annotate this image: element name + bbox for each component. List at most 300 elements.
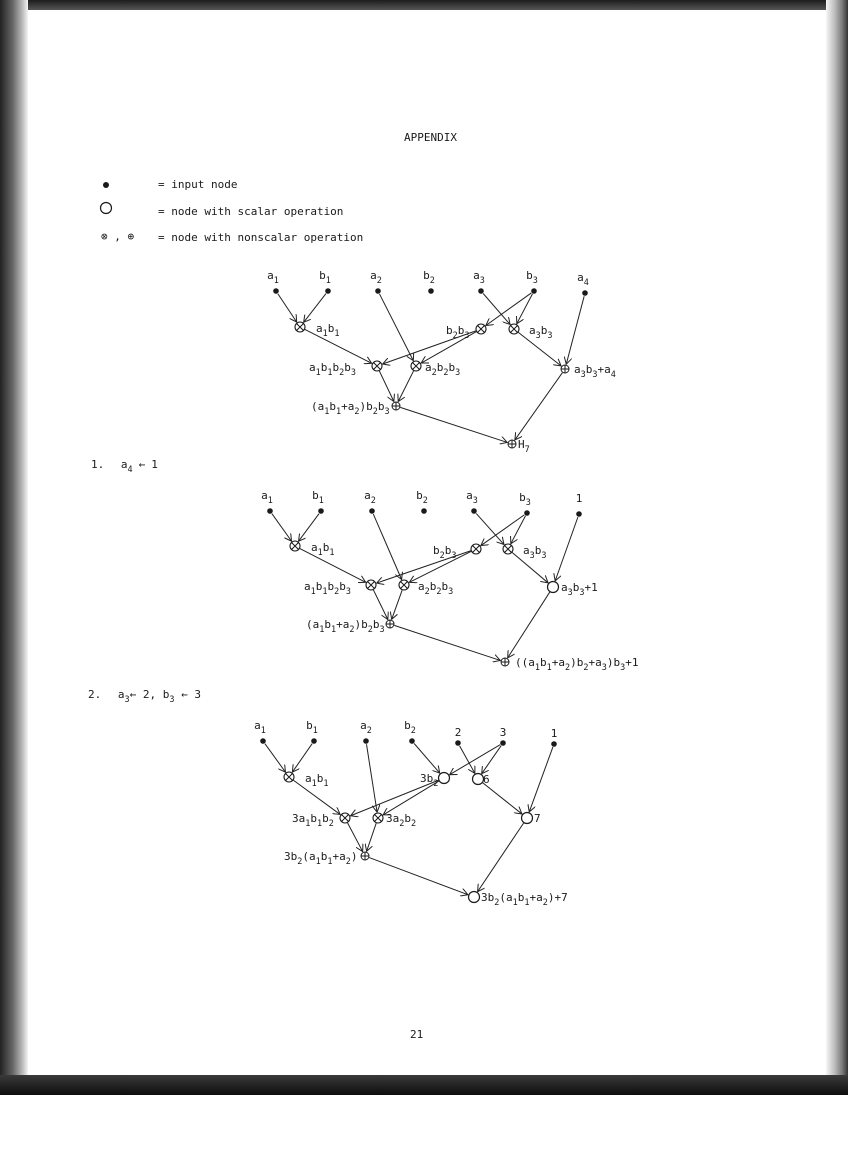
label-subscript: 3 [384, 407, 390, 417]
edge-b3-to-m3 [511, 516, 526, 544]
input-node-dot-icon [260, 738, 266, 744]
label-text: (a [302, 850, 316, 863]
label-text: a [254, 719, 261, 732]
label-text: a [425, 361, 432, 374]
label-subscript: 2 [583, 663, 589, 673]
node-label [483, 773, 490, 786]
label-text: )b [354, 618, 368, 631]
label-text: b [332, 361, 340, 374]
node-label [574, 363, 616, 380]
edge-a2-to-m5 [367, 744, 378, 812]
node-label [446, 324, 470, 341]
node-three [500, 726, 507, 746]
node-m5 [399, 580, 453, 597]
label-subscript: 3 [567, 588, 573, 598]
label-text: a [370, 269, 377, 282]
label-text: +1 [625, 656, 639, 669]
label-text: a [561, 581, 568, 594]
label-subscript: 2 [328, 819, 334, 829]
label-text: a [261, 489, 268, 502]
label-subscript: 3 [620, 663, 626, 673]
node-s7 [522, 812, 541, 825]
edge-a3-to-m3 [483, 293, 510, 324]
step-1-arrow: ← [138, 458, 146, 471]
label-subscript: 2 [431, 368, 437, 378]
label-text: b [519, 491, 526, 504]
label-subscript: 2 [494, 898, 500, 908]
input-node-dot-icon [524, 510, 530, 516]
label-text: 3a [292, 812, 306, 825]
label-text: b [319, 269, 326, 282]
label-text: b [310, 812, 317, 825]
label-text: b [433, 544, 440, 557]
label-subscript: 7 [524, 445, 530, 455]
label-text: (a [306, 618, 320, 631]
label-subscript: 1 [260, 726, 266, 736]
label-subscript: 2 [366, 726, 372, 736]
diagram-step-2 [254, 719, 568, 908]
scalar-node-icon [522, 813, 533, 824]
label-text: b [404, 812, 411, 825]
label-text: (a [311, 400, 325, 413]
node-b3 [519, 491, 531, 516]
label-text: b [540, 656, 547, 669]
node-a2 [364, 489, 376, 514]
input-node-dot-icon [409, 738, 415, 744]
label-subscript: 1 [317, 548, 323, 558]
label-subscript: 2 [439, 551, 445, 561]
node-label [466, 489, 478, 506]
node-two [455, 726, 462, 746]
node-label [311, 400, 390, 417]
label-text: b [441, 580, 449, 593]
node-b2 [416, 489, 428, 514]
label-subscript: 1 [312, 726, 318, 736]
label-subscript: 3 [579, 588, 585, 598]
edge-a2-to-m5 [373, 514, 401, 579]
node-label [423, 269, 435, 286]
node-b1 [306, 719, 318, 744]
label-text: +a [341, 400, 355, 413]
input-node-dot-icon [267, 508, 273, 514]
node-label [526, 269, 538, 286]
node-label [473, 269, 485, 286]
node-label [551, 727, 558, 740]
label-text: 3 [499, 726, 507, 739]
node-label [500, 726, 507, 739]
node-p2 [311, 400, 400, 417]
node-label [576, 492, 583, 505]
label-text: b [416, 489, 423, 502]
input-node-dot-icon [500, 740, 506, 746]
label-text: +1 [584, 581, 598, 594]
node-b2 [404, 719, 416, 744]
label-text: a [418, 580, 425, 593]
label-subscript: 3 [535, 331, 541, 341]
label-text: 1 [575, 492, 583, 505]
label-subscript: 1 [267, 496, 273, 506]
edge-a1-to-m1 [278, 294, 297, 322]
node-label [319, 269, 331, 286]
label-text: a [577, 271, 584, 284]
label-text: +a [597, 363, 611, 376]
node-label [305, 772, 329, 789]
label-text: b [572, 581, 580, 594]
step-2-sub: 3 [169, 695, 175, 705]
legend-input-text: = input node [158, 178, 238, 191]
input-node-dot-icon [103, 182, 109, 188]
node-b1 [319, 269, 331, 294]
label-text: a [473, 269, 480, 282]
node-m3 [509, 324, 553, 341]
step-1-lhs: a [120, 458, 128, 471]
node-m1 [290, 541, 335, 558]
label-text: a [304, 580, 311, 593]
edge-three-to-s2 [450, 745, 501, 775]
node-a4 [577, 271, 589, 296]
node-label [418, 580, 453, 597]
label-text: ) [350, 850, 358, 863]
input-node-dot-icon [582, 290, 588, 296]
label-text: 7 [534, 812, 541, 825]
scalar-node-icon [439, 773, 450, 784]
step-1-lhs-sub: 4 [127, 465, 133, 475]
label-text: 3b [481, 891, 495, 904]
node-label [561, 581, 598, 598]
step-2-sub: 3 [124, 695, 130, 705]
label-subscript: 2 [411, 819, 417, 829]
node-a2 [370, 269, 382, 294]
edge-b1-to-m1 [299, 514, 319, 542]
label-subscript: 1 [305, 819, 311, 829]
node-label [304, 580, 351, 597]
node-a1 [267, 269, 279, 294]
label-subscript: 3 [532, 276, 538, 286]
label-subscript: 2 [565, 663, 571, 673]
label-text: b [327, 322, 335, 335]
label-text: b [316, 772, 324, 785]
node-p2 [284, 850, 369, 867]
step-2-part: ← 2, b [129, 688, 170, 701]
node-label [518, 438, 530, 455]
label-text: b [344, 361, 351, 374]
label-text: +a [529, 891, 543, 904]
label-text: b [423, 269, 430, 282]
edge-b2-to-s2 [414, 743, 440, 773]
edge-a2-to-m5 [379, 294, 413, 361]
node-m1 [295, 322, 340, 339]
input-node-dot-icon [471, 508, 477, 514]
label-subscript: 4 [610, 370, 616, 380]
label-subscript: 2 [422, 496, 428, 506]
node-label [519, 491, 531, 508]
label-subscript: 2 [443, 368, 449, 378]
label-subscript: 1 [327, 857, 333, 867]
label-subscript: 1 [273, 276, 279, 286]
label-subscript: 1 [318, 496, 324, 506]
scalar-node-icon [548, 582, 559, 593]
input-node-dot-icon [273, 288, 279, 294]
label-subscript: 2 [339, 368, 345, 378]
label-subscript: 2 [429, 276, 435, 286]
edge-two-to-s6 [460, 746, 475, 773]
label-text: 3b [420, 772, 434, 785]
label-text: b [457, 324, 465, 337]
label-subscript: 2 [424, 587, 430, 597]
edge-b1-to-m1 [292, 744, 312, 772]
label-text: b [306, 719, 313, 732]
label-subscript: 2 [542, 898, 548, 908]
input-node-dot-icon [369, 508, 375, 514]
label-subscript: 3 [464, 331, 470, 341]
label-text: b [315, 580, 323, 593]
label-subscript: 1 [329, 548, 335, 558]
input-node-dot-icon [325, 288, 331, 294]
label-text: a [529, 324, 536, 337]
label-subscript: 2 [376, 276, 382, 286]
label-subscript: 1 [325, 276, 331, 286]
node-label [267, 269, 279, 286]
label-text: b [322, 541, 330, 554]
label-text: )b [570, 656, 584, 669]
node-a3 [466, 489, 478, 514]
edge-m1-to-m4 [293, 780, 340, 814]
node-label [370, 269, 382, 286]
label-subscript: 3 [455, 368, 461, 378]
label-text: a [311, 541, 318, 554]
label-subscript: 3 [529, 551, 535, 561]
label-text: b [324, 618, 331, 631]
label-subscript: 3 [601, 663, 607, 673]
node-a2 [360, 719, 372, 744]
input-node-dot-icon [576, 511, 582, 517]
label-subscript: 1 [317, 819, 323, 829]
edge-s7-to-p3 [478, 823, 524, 892]
node-p3 [501, 656, 639, 673]
edge-b3-to-m3 [517, 294, 533, 324]
label-text: a [466, 489, 473, 502]
input-node-dot-icon [428, 288, 434, 294]
label-text: 2 [454, 726, 462, 739]
label-subscript: 2 [372, 407, 378, 417]
label-text: a [305, 772, 312, 785]
diagram-step-1 [261, 489, 638, 673]
label-text: a [574, 363, 581, 376]
label-text: b [526, 269, 533, 282]
node-label [312, 489, 324, 506]
node-label [529, 324, 553, 341]
label-text: b [534, 544, 542, 557]
node-s2 [420, 772, 450, 789]
node-label [306, 618, 385, 635]
edge-m5-to-p2 [398, 371, 413, 402]
step-1-number: 1. [91, 458, 105, 471]
node-p2 [306, 618, 394, 635]
edge-m4-to-p2 [379, 371, 393, 402]
label-subscript: 4 [583, 278, 589, 288]
label-subscript: 1 [311, 779, 317, 789]
node-label [416, 489, 428, 506]
label-subscript: 3 [525, 498, 531, 508]
label-subscript: 2 [433, 779, 439, 789]
edge-a1-to-m1 [272, 514, 292, 541]
node-label [306, 719, 318, 736]
label-text: )b [606, 656, 621, 669]
label-subscript: 1 [546, 663, 552, 673]
label-text: b [404, 719, 411, 732]
label-subscript: 3 [479, 276, 485, 286]
label-text: b [339, 580, 346, 593]
label-subscript: 3 [580, 370, 586, 380]
label-subscript: 1 [324, 407, 330, 417]
label-subscript: 2 [452, 331, 458, 341]
label-text: b [377, 400, 385, 413]
label-text: H [518, 438, 525, 451]
step-1-rhs: 1 [151, 458, 158, 471]
node-label [386, 812, 416, 829]
node-b1 [312, 489, 324, 514]
input-node-dot-icon [421, 508, 427, 514]
label-subscript: 1 [315, 857, 321, 867]
input-node-dot-icon [551, 741, 557, 747]
label-subscript: 2 [297, 857, 303, 867]
label-subscript: 1 [336, 407, 342, 417]
label-subscript: 3 [592, 370, 598, 380]
node-m5 [373, 812, 416, 829]
edge-p2-to-p3 [400, 407, 507, 442]
edge-a4-to-p1 [566, 296, 584, 364]
label-text: 3a [386, 812, 400, 825]
step-2-label [88, 688, 201, 705]
node-label [523, 544, 547, 561]
edge-p1-to-p3 [515, 373, 563, 440]
scalar-node-icon [469, 892, 480, 903]
label-subscript: 1 [319, 625, 325, 635]
input-node-dot-icon [363, 738, 369, 744]
label-text: b [327, 580, 335, 593]
label-subscript: 2 [334, 587, 340, 597]
edge-b1-to-m1 [304, 294, 326, 323]
edge-m5-to-p2 [392, 590, 402, 619]
label-text: +a [332, 850, 346, 863]
edge-one-to-s1 [555, 517, 578, 581]
node-m3 [503, 544, 547, 561]
label-subscript: 2 [370, 496, 376, 506]
page-heading: APPENDIX [404, 131, 457, 144]
node-p3 [508, 438, 530, 455]
node-label [254, 719, 266, 736]
node-label [481, 891, 568, 908]
label-subscript: 1 [315, 368, 321, 378]
edge-a1-to-m1 [265, 744, 286, 772]
label-subscript: 3 [472, 496, 478, 506]
label-text: b [312, 489, 319, 502]
label-subscript: 2 [410, 726, 416, 736]
label-text: a [360, 719, 367, 732]
node-label [309, 361, 356, 378]
label-subscript: 3 [345, 587, 351, 597]
label-text: b [436, 361, 444, 374]
edge-m5-to-p2 [367, 823, 377, 851]
label-text: a [364, 489, 371, 502]
node-label [425, 361, 460, 378]
label-text: 3b [284, 850, 298, 863]
node-a3 [473, 269, 485, 294]
label-text: b [322, 812, 329, 825]
node-label [292, 812, 334, 829]
step-2-number: 2. [88, 688, 102, 701]
node-a1 [261, 489, 273, 514]
label-text: b [329, 400, 336, 413]
edge-m4-to-p2 [373, 590, 387, 620]
node-label [577, 271, 589, 288]
label-text: ((a [515, 656, 535, 669]
label-text: +a [588, 656, 602, 669]
input-node-dot-icon [455, 740, 461, 746]
label-subscript: 3 [448, 587, 454, 597]
node-label [534, 812, 541, 825]
node-label [433, 544, 457, 561]
nonscalar-symbols-icon: ⊗ , ⊕ [101, 230, 135, 243]
label-text: b [585, 363, 593, 376]
label-subscript: 1 [322, 329, 328, 339]
input-node-dot-icon [375, 288, 381, 294]
node-a1 [254, 719, 266, 744]
label-subscript: 1 [323, 779, 329, 789]
node-label [311, 541, 335, 558]
label-text: b [517, 891, 525, 904]
edge-p2-to-p3 [394, 625, 500, 660]
scalar-node-icon [473, 774, 484, 785]
node-m2 [446, 324, 486, 341]
label-subscript: 2 [345, 857, 351, 867]
node-one [551, 727, 558, 747]
label-text: a [309, 361, 316, 374]
label-subscript: 1 [534, 663, 540, 673]
legend-nonscalar-text: = node with nonscalar operation [158, 231, 364, 244]
edge-m4-to-p2 [348, 823, 363, 852]
label-subscript: 1 [310, 587, 316, 597]
input-node-dot-icon [318, 508, 324, 514]
input-node-dot-icon [478, 288, 484, 294]
node-s1 [548, 581, 598, 598]
node-b3 [526, 269, 538, 294]
label-subscript: 2 [399, 819, 405, 829]
node-label [261, 489, 273, 506]
label-text: (a [499, 891, 513, 904]
label-text: b [429, 580, 437, 593]
node-m4 [309, 361, 382, 378]
diagram-original [267, 269, 616, 455]
node-label [515, 656, 639, 673]
label-subscript: 1 [331, 625, 337, 635]
label-subscript: 2 [367, 625, 373, 635]
label-text: b [446, 324, 453, 337]
label-text: a [267, 269, 274, 282]
input-node-dot-icon [311, 738, 317, 744]
label-subscript: 3 [350, 368, 356, 378]
label-subscript: 1 [524, 898, 530, 908]
label-text: b [448, 361, 456, 374]
node-label [360, 719, 372, 736]
label-subscript: 2 [354, 407, 360, 417]
label-text: )+7 [547, 891, 568, 904]
label-text: b [320, 850, 328, 863]
label-text: a [316, 322, 323, 335]
node-b2 [423, 269, 435, 294]
node-p1 [561, 363, 616, 380]
node-label [284, 850, 358, 867]
